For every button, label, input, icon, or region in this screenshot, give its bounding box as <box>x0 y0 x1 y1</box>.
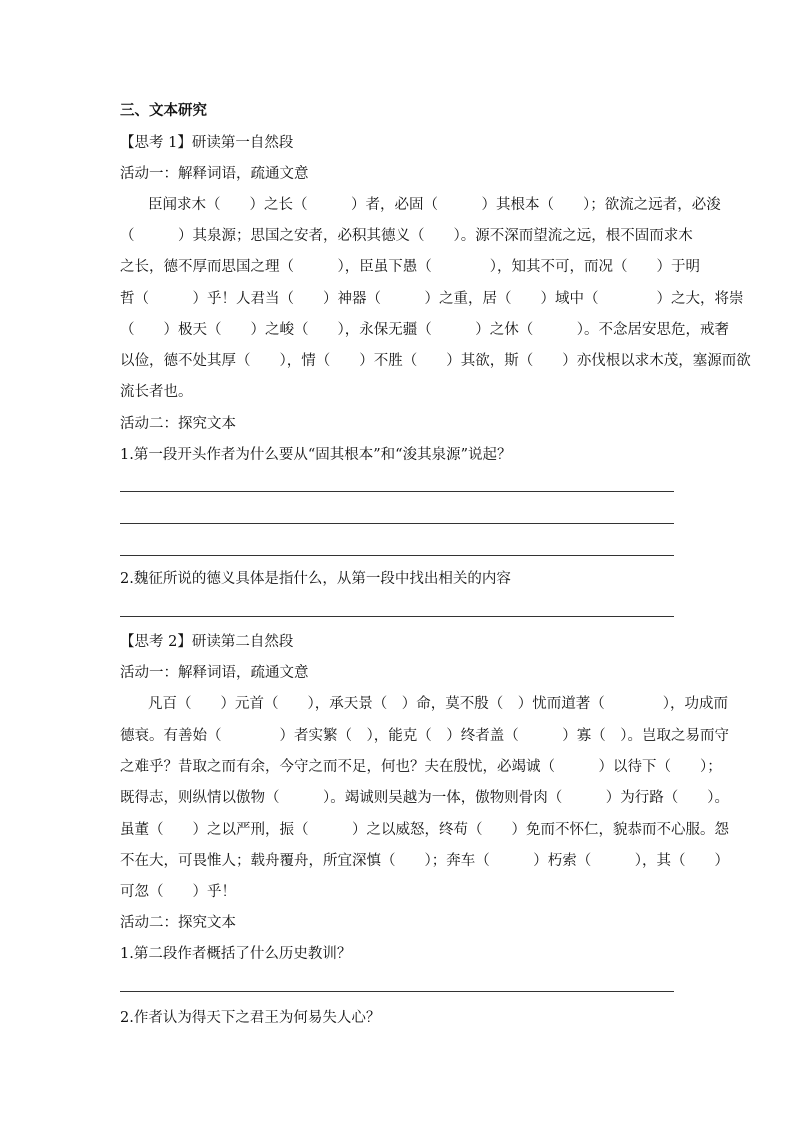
section-heading: 三、文本研究 <box>120 102 207 119</box>
think1-question-2: 2.魏征所说的德义具体是指什么，从第一段中找出相关的内容 <box>120 571 511 587</box>
think1-activity1-label: 活动一：解释词语，疏通文意 <box>120 166 309 182</box>
think1-passage-line: 哲（ ）乎！人君当（ ）神器（ ）之重，居（ ）域中（ ）之大，将崇 <box>120 291 744 307</box>
think1-title: 【思考 1】研读第一自然段 <box>120 135 294 151</box>
think2-passage-line: 可忽（ ）乎！ <box>120 884 236 900</box>
think2-passage-line: 德衰。有善始（ ）者实繁（ ），能克（ ）终者盖（ ）寡（ ）。岂取之易而守 <box>120 728 729 744</box>
think2-passage-line: 之难乎？昔取之而有余，今守之而不足，何也？夫在殷忧，必竭诚（ ）以待下（ ）； <box>120 759 722 775</box>
think2-activity1-label: 活动一：解释词语，疏通文意 <box>120 665 309 681</box>
think1-activity2-label: 活动二：探究文本 <box>120 416 236 432</box>
think2-activity2-label: 活动二：探究文本 <box>120 915 236 931</box>
think1-passage-line: （ ）极天（ ）之峻（ ），永保无疆（ ）之休（ ）。不念居安思危，戒奢 <box>120 322 729 338</box>
answer-line[interactable] <box>120 616 674 617</box>
think2-passage-line: 不在大，可畏惟人；载舟覆舟，所宜深慎（ ）；奔车（ ）朽索（ ），其（ ） <box>120 853 729 869</box>
think1-passage-line: 臣闻求木（ ）之长（ ）者，必固（ ）其根本（ ）；欲流之远者，必浚 <box>148 197 721 213</box>
answer-line[interactable] <box>120 523 674 524</box>
think1-passage-line: 之长，德不厚而思国之理（ ），臣虽下愚（ ），知其不可，而况（ ）于明 <box>120 259 700 275</box>
answer-line[interactable] <box>120 555 674 556</box>
think1-passage-line: 以俭，德不处其厚（ ），情（ ）不胜（ ）其欲，斯（ ）亦伐根以求木茂，塞源而欲 <box>120 353 751 369</box>
answer-line[interactable] <box>120 491 674 492</box>
think2-question-2: 2.作者认为得天下之君王为何易失人心？ <box>120 1010 381 1026</box>
think1-passage-line: （ ）其泉源；思国之安者，必积其德义（ ）。源不深而望流之远，根不固而求木 <box>120 228 693 244</box>
think2-title: 【思考 2】研读第二自然段 <box>120 634 294 650</box>
answer-line[interactable] <box>120 991 674 992</box>
think1-question-1: 1.第一段开头作者为什么要从“固其根本”和“浚其泉源”说起？ <box>120 447 512 463</box>
think1-passage-line: 流长者也。 <box>120 384 193 400</box>
think2-passage-line: 虽董（ ）之以严刑，振（ ）之以威怒，终苟（ ）免而不怀仁，貌恭而不心服。怨 <box>120 822 729 838</box>
think2-passage-line: 既得志，则纵情以傲物（ ）。竭诚则吴越为一体，傲物则骨肉（ ）为行路（ ）。 <box>120 790 729 806</box>
think2-passage-line: 凡百（ ）元首（ ），承天景（ ）命，莫不殷（ ）忧而道著（ ），功成而 <box>148 696 728 712</box>
think2-question-1: 1.第二段作者概括了什么历史教训？ <box>120 946 352 962</box>
